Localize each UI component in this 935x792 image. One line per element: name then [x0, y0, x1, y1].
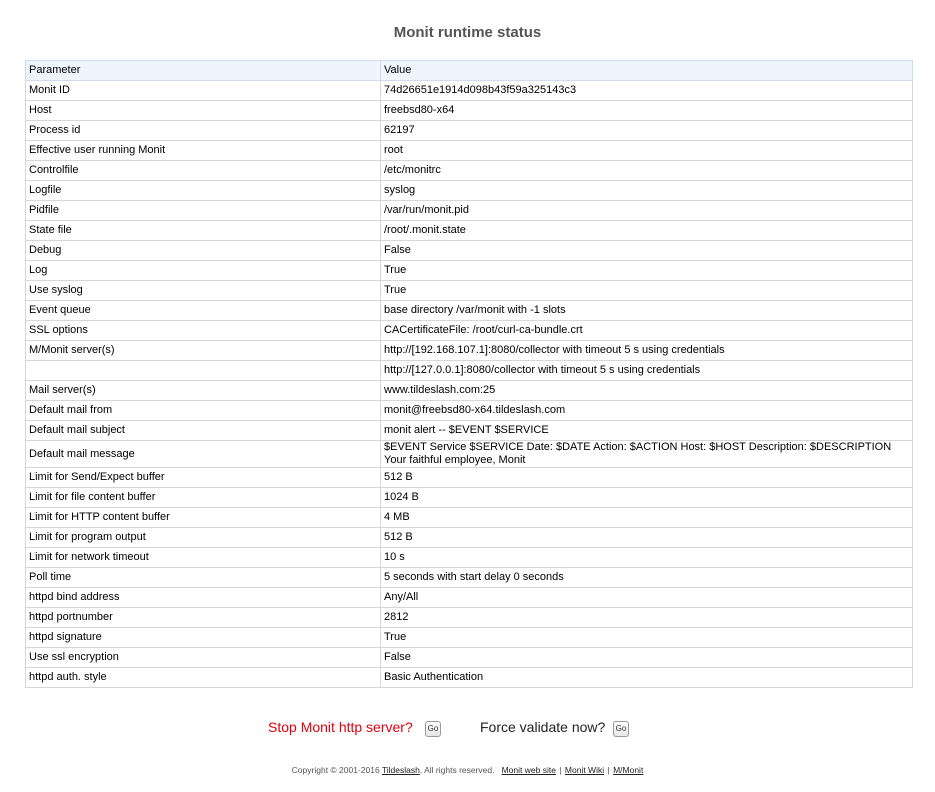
parameter-cell: httpd signature: [26, 628, 381, 648]
value-cell: 4 MB: [381, 508, 913, 528]
table-row: [26, 221, 913, 241]
value-cell: 74d26651e1914d098b43f59a325143c3: [381, 81, 913, 101]
parameter-cell: httpd bind address: [26, 588, 381, 608]
column-header-value: Value: [381, 61, 913, 81]
parameter-cell: M/Monit server(s): [26, 341, 381, 361]
value-cell: 512 B: [381, 468, 913, 488]
parameter-cell: Monit ID: [26, 81, 381, 101]
table-row: [26, 341, 913, 361]
value-cell: /etc/monitrc: [381, 161, 913, 181]
parameter-cell: Limit for Send/Expect buffer: [26, 468, 381, 488]
value-cell: Basic Authentication: [381, 668, 913, 688]
table-row: [26, 421, 913, 441]
value-cell: www.tildeslash.com:25: [381, 381, 913, 401]
parameter-cell: [26, 361, 381, 381]
parameter-cell: Controlfile: [26, 161, 381, 181]
footer-separator: |: [559, 765, 562, 775]
parameter-cell: State file: [26, 221, 381, 241]
table-row: [26, 588, 913, 608]
value-cell: False: [381, 241, 913, 261]
value-cell: root: [381, 141, 913, 161]
table-row: [26, 508, 913, 528]
value-cell: 1024 B: [381, 488, 913, 508]
table-body: [26, 81, 913, 688]
table-row: [26, 528, 913, 548]
value-cell: http://[127.0.0.1]:8080/collector with timeout 5 s using credentials: [381, 361, 913, 381]
footer: [0, 765, 935, 775]
table-row: [26, 568, 913, 588]
footer-monit-wiki-link[interactable]: Monit Wiki: [564, 765, 605, 775]
force-validate-go-button[interactable]: Go: [613, 721, 629, 737]
parameter-cell: Poll time: [26, 568, 381, 588]
footer-monit-website-link[interactable]: Monit web site: [501, 765, 556, 775]
stop-http-server-label: Stop Monit http server?: [268, 719, 413, 735]
parameter-cell: Effective user running Monit: [26, 141, 381, 161]
footer-company-link[interactable]: Tildeslash: [381, 765, 420, 775]
table-row: [26, 301, 913, 321]
value-cell: True: [381, 261, 913, 281]
value-cell: True: [381, 628, 913, 648]
column-header-parameter: Parameter: [26, 61, 381, 81]
parameter-cell: Limit for file content buffer: [26, 488, 381, 508]
parameter-cell: httpd portnumber: [26, 608, 381, 628]
parameter-cell: Log: [26, 261, 381, 281]
parameter-cell: Default mail from: [26, 401, 381, 421]
footer-mmonit-link[interactable]: M/Monit: [613, 765, 644, 775]
parameter-cell: Event queue: [26, 301, 381, 321]
table-row: [26, 441, 913, 468]
value-cell: http://[192.168.107.1]:8080/collector with timeout 5 s using credentials: [381, 341, 913, 361]
value-cell: False: [381, 648, 913, 668]
footer-rights: . All rights reserved.: [419, 765, 495, 775]
value-cell: 62197: [381, 121, 913, 141]
value-cell: CACertificateFile: /root/curl-ca-bundle.crt: [381, 321, 913, 341]
runtime-status-table: [25, 60, 913, 688]
value-cell: freebsd80-x64: [381, 101, 913, 121]
parameter-cell: Limit for network timeout: [26, 548, 381, 568]
table-row: [26, 468, 913, 488]
table-row: [26, 81, 913, 101]
table-row: [26, 141, 913, 161]
parameter-cell: Host: [26, 101, 381, 121]
parameter-cell: Use ssl encryption: [26, 648, 381, 668]
value-cell: 2812: [381, 608, 913, 628]
table-row: [26, 101, 913, 121]
table-row: [26, 361, 913, 381]
value-cell: $EVENT Service $SERVICE Date: $DATE Action: $ACTION Host: $HOST Description: $DESCRIPTION Your faithful employee, Monit: [381, 441, 913, 468]
value-cell: monit alert -- $EVENT $SERVICE: [381, 421, 913, 441]
footer-copyright: Copyright © 2001-2016: [291, 765, 380, 775]
table-header-row: [26, 61, 913, 81]
table-row: [26, 161, 913, 181]
force-validate-label: Force validate now?: [480, 719, 606, 735]
table-row: [26, 628, 913, 648]
parameter-cell: Use syslog: [26, 281, 381, 301]
parameter-cell: Default mail subject: [26, 421, 381, 441]
table-row: [26, 201, 913, 221]
parameter-cell: Mail server(s): [26, 381, 381, 401]
table-row: [26, 608, 913, 628]
table-row: [26, 321, 913, 341]
value-cell: Any/All: [381, 588, 913, 608]
parameter-cell: Pidfile: [26, 201, 381, 221]
parameter-cell: httpd auth. style: [26, 668, 381, 688]
table-row: [26, 488, 913, 508]
value-cell: 5 seconds with start delay 0 seconds: [381, 568, 913, 588]
table-row: [26, 241, 913, 261]
table-row: [26, 121, 913, 141]
parameter-cell: Default mail message: [26, 441, 381, 468]
table-row: [26, 548, 913, 568]
table-row: [26, 181, 913, 201]
value-cell: base directory /var/monit with -1 slots: [381, 301, 913, 321]
page-title: Monit runtime status: [393, 24, 542, 41]
table-row: [26, 401, 913, 421]
value-cell: /root/.monit.state: [381, 221, 913, 241]
footer-separator: |: [607, 765, 610, 775]
table-row: [26, 648, 913, 668]
parameter-cell: SSL options: [26, 321, 381, 341]
stop-http-server-go-button[interactable]: Go: [425, 721, 441, 737]
parameter-cell: Logfile: [26, 181, 381, 201]
parameter-cell: Process id: [26, 121, 381, 141]
parameter-cell: Limit for HTTP content buffer: [26, 508, 381, 528]
table-row: [26, 261, 913, 281]
parameter-cell: Debug: [26, 241, 381, 261]
value-cell: syslog: [381, 181, 913, 201]
parameter-cell: Limit for program output: [26, 528, 381, 548]
table-row: [26, 381, 913, 401]
table-row: [26, 668, 913, 688]
value-cell: /var/run/monit.pid: [381, 201, 913, 221]
table-row: [26, 281, 913, 301]
value-cell: monit@freebsd80-x64.tildeslash.com: [381, 401, 913, 421]
value-cell: 512 B: [381, 528, 913, 548]
value-cell: True: [381, 281, 913, 301]
value-cell: 10 s: [381, 548, 913, 568]
